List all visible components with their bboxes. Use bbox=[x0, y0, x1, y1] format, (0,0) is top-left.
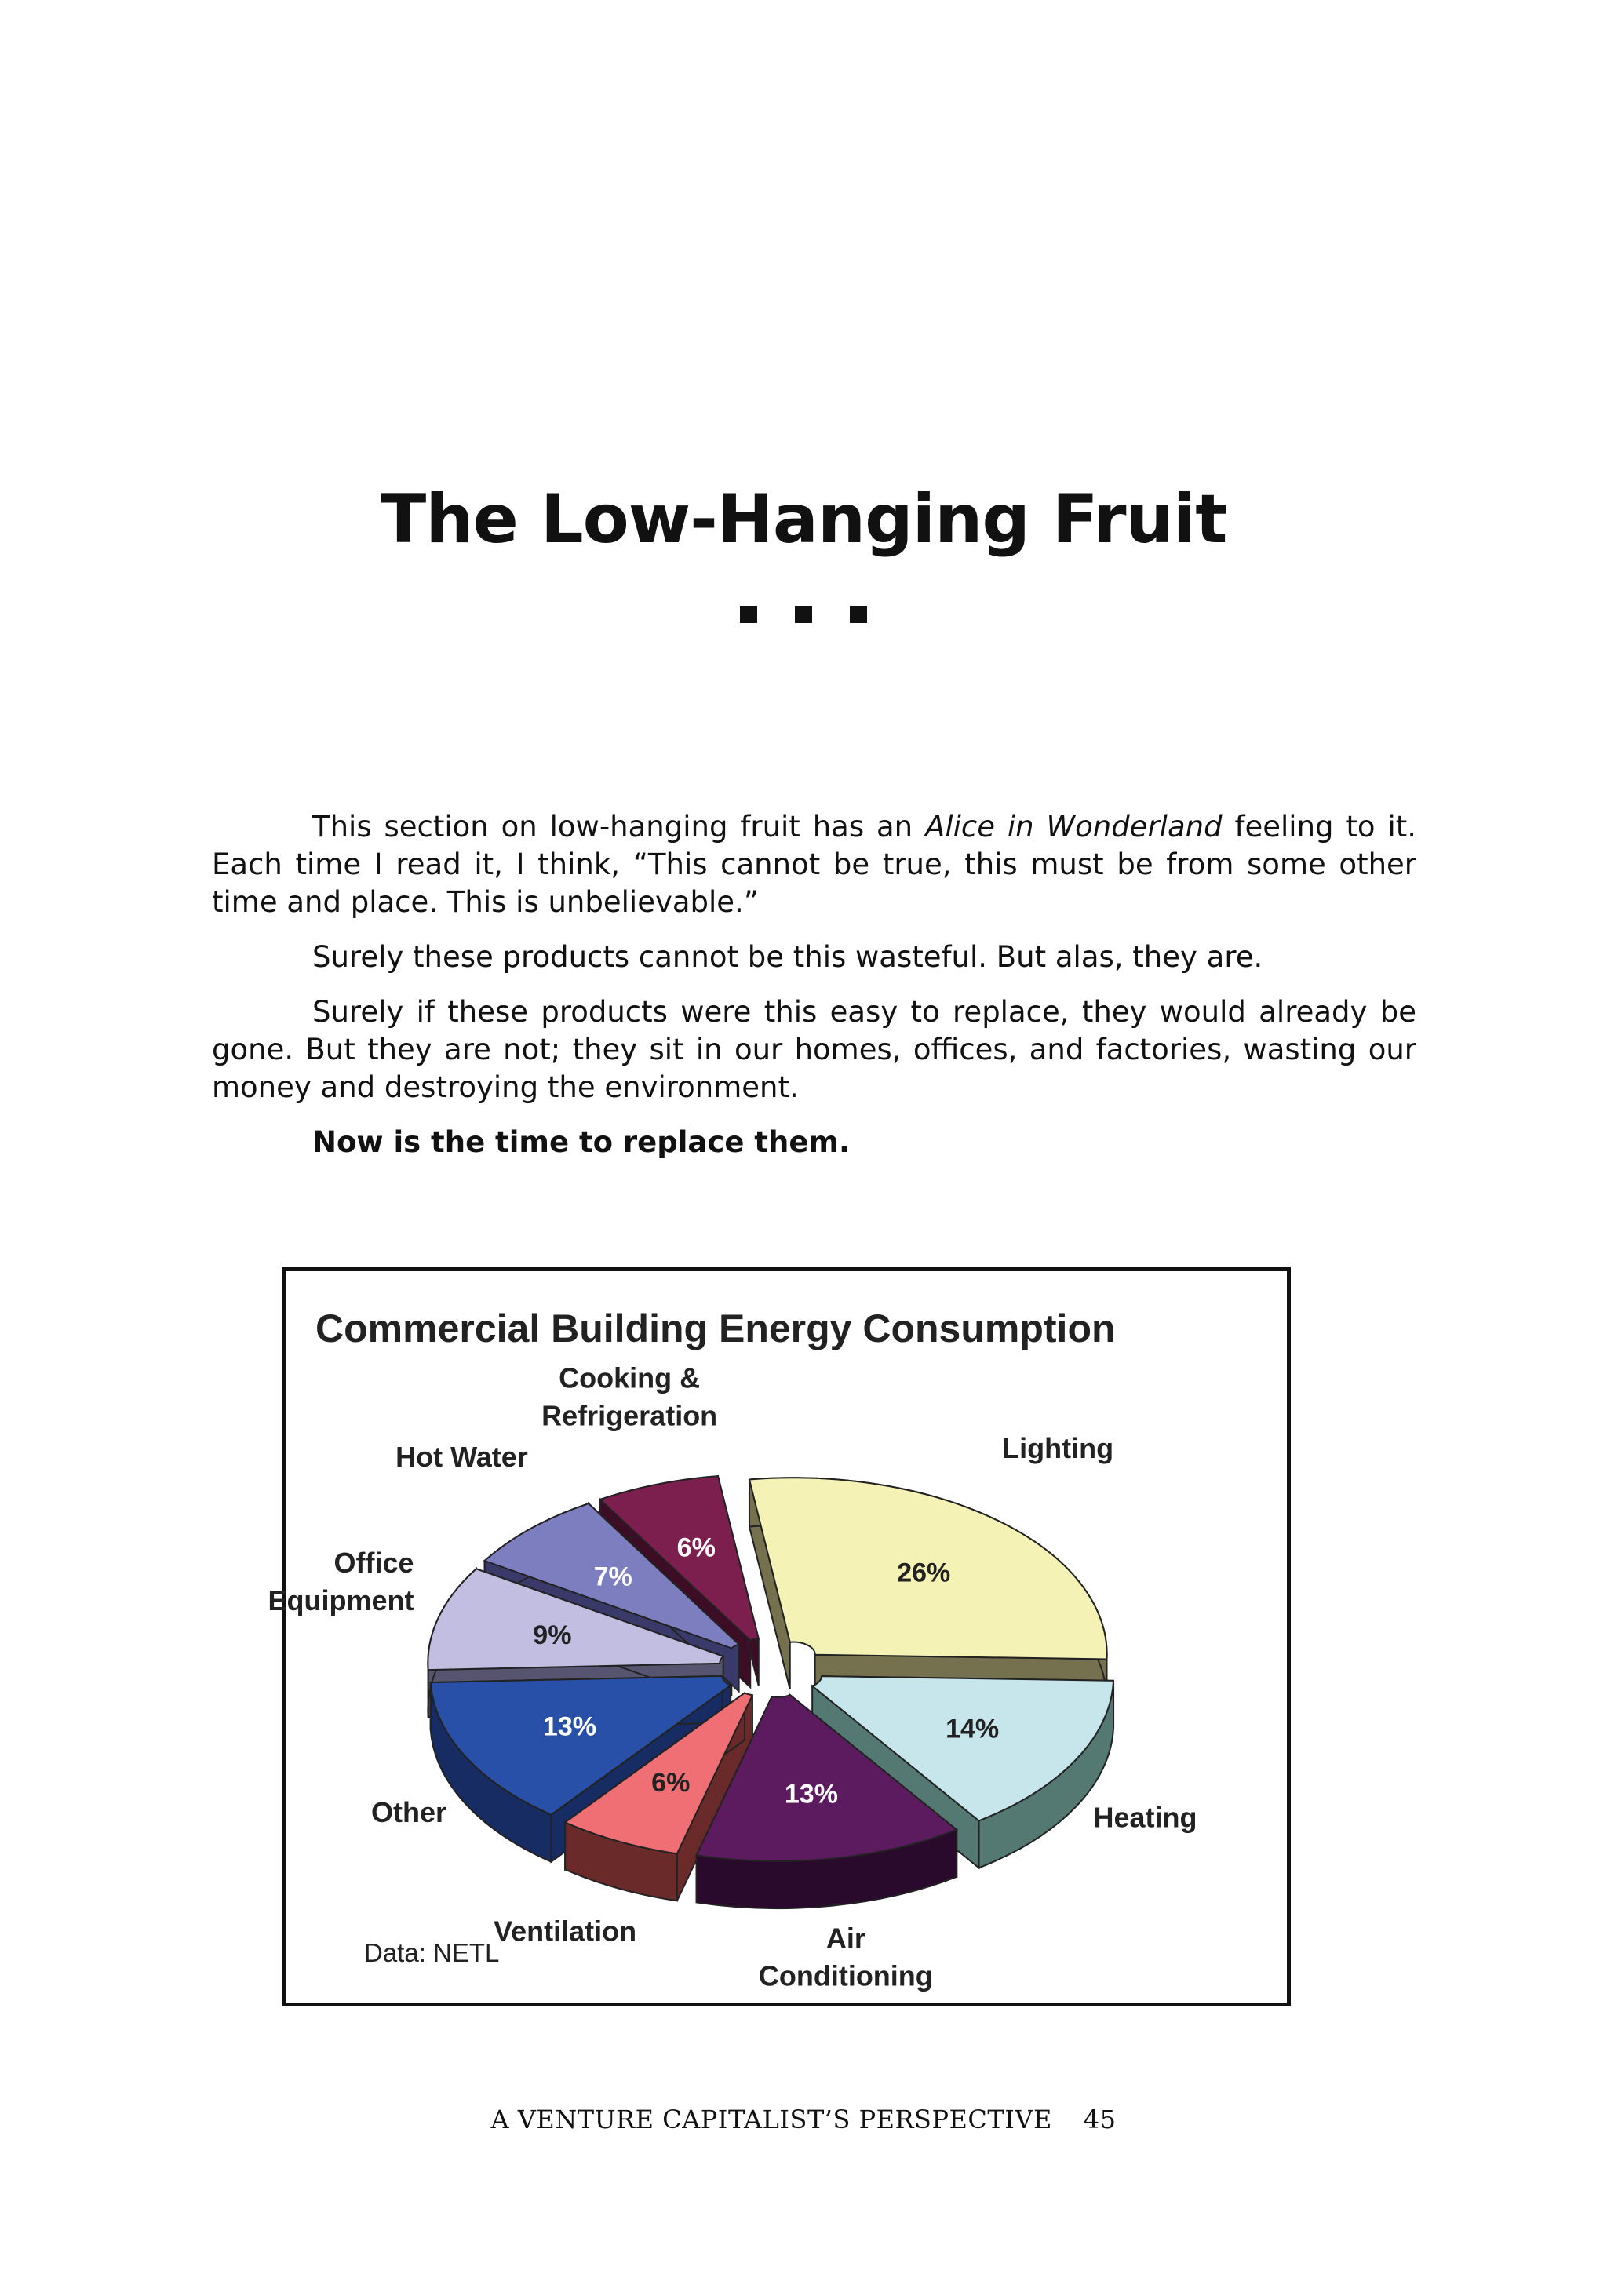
slice-percent-label: 7% bbox=[593, 1562, 632, 1592]
slice-category-label bbox=[268, 1547, 414, 1616]
chart-source: Data: NETL bbox=[364, 1938, 500, 1967]
slice-category-label bbox=[395, 1441, 528, 1473]
paragraph-3: Surely if these products were this easy to replace, they would already be gone. But they are not; they sit in our homes, offices, and factories, wasting our money and destroying the environment. bbox=[212, 995, 1416, 1104]
paragraph-1-end: feeling to it. Each time I read it, I think, “This cannot be true, this must be from some other time and place. This is unbelievable.” bbox=[212, 810, 1416, 919]
slice-category-label-line: Other bbox=[371, 1796, 447, 1829]
slice-category-label bbox=[371, 1796, 446, 1828]
paragraph-1-start: This section on low-hanging fruit has an bbox=[312, 810, 926, 844]
page-title: The Low-Hanging Fruit bbox=[380, 480, 1227, 559]
slice-percent-label: 13% bbox=[542, 1711, 596, 1742]
slice-percent-label: 26% bbox=[897, 1558, 951, 1588]
slice-category-label-line: Heating bbox=[1093, 1801, 1197, 1834]
slice-category-label-line: Cooking & bbox=[559, 1361, 701, 1394]
body-text bbox=[212, 808, 1416, 1179]
slice-category-label bbox=[759, 1922, 933, 1992]
slice-percent-label: 6% bbox=[651, 1767, 691, 1798]
slice-category-label-line: Refrigeration bbox=[541, 1399, 718, 1432]
slice-category-label-line: Lighting bbox=[1002, 1432, 1114, 1465]
paragraph-2: Surely these products cannot be this wasteful. But alas, they are. bbox=[312, 940, 1263, 974]
slice-category-label-line: Office bbox=[333, 1546, 414, 1579]
paragraph-1 bbox=[212, 808, 1416, 921]
page-footer bbox=[0, 2105, 1607, 2134]
running-head: A VENTURE CAPITALIST’S PERSPECTIVE bbox=[490, 2105, 1052, 2134]
pie-chart-svg bbox=[268, 1271, 1287, 2003]
paragraph-4-bold: Now is the time to replace them. bbox=[312, 1125, 851, 1159]
slice-category-label bbox=[494, 1915, 636, 1947]
slice-category-label-line: Air bbox=[825, 1922, 865, 1955]
slice-percent-label: 9% bbox=[533, 1620, 572, 1650]
energy-pie-chart bbox=[268, 1267, 1291, 2006]
pie-slice bbox=[749, 1478, 1107, 1706]
section-ornament bbox=[0, 606, 1607, 623]
slice-category-label bbox=[541, 1361, 717, 1431]
slice-category-label-line: Equipment bbox=[268, 1584, 414, 1616]
slice-category-label bbox=[1093, 1802, 1197, 1834]
slice-percent-label: 13% bbox=[784, 1779, 838, 1809]
slice-category-label bbox=[1002, 1432, 1113, 1464]
slice-category-label-line: Conditioning bbox=[758, 1959, 933, 1992]
slice-category-label-line: Hot Water bbox=[395, 1440, 528, 1473]
chart-title: Commercial Building Energy Consumption bbox=[315, 1307, 1116, 1350]
book-title-italic: Alice in Wonderland bbox=[925, 810, 1223, 844]
page-number: 45 bbox=[1083, 2105, 1117, 2134]
slice-category-label-line: Ventilation bbox=[494, 1915, 637, 1948]
slice-percent-label: 14% bbox=[946, 1714, 1000, 1744]
pie-slices bbox=[428, 1476, 1113, 1908]
slice-percent-label: 6% bbox=[676, 1532, 716, 1563]
